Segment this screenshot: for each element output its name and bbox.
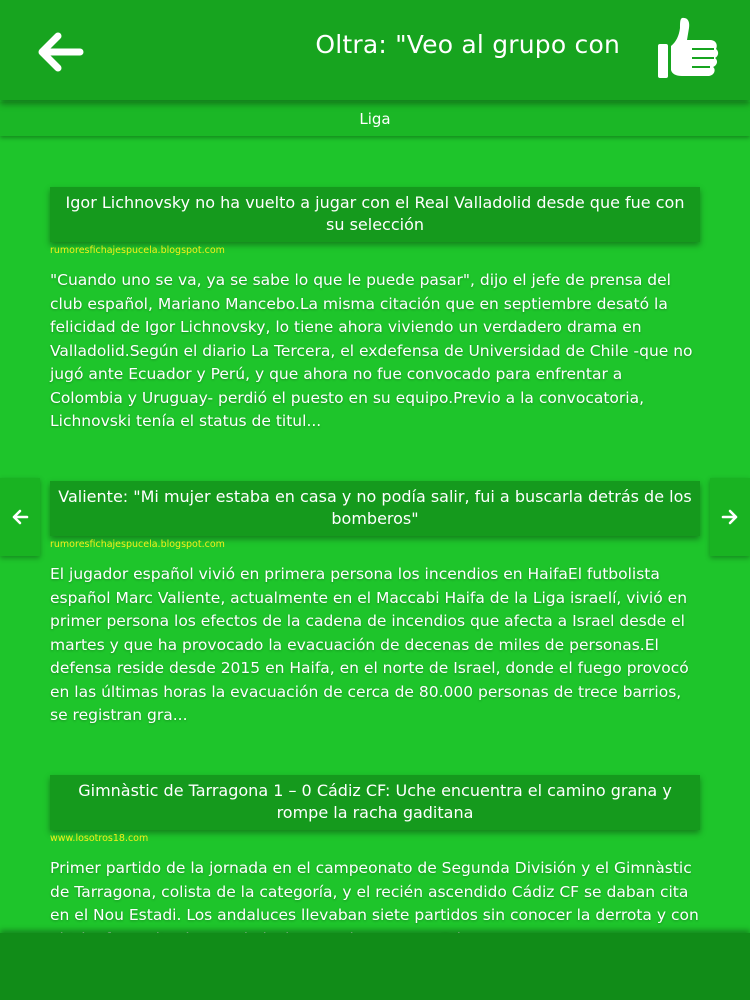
article-source[interactable]: rumoresfichajespucela.blogspot.com xyxy=(50,539,225,550)
article-source[interactable]: rumoresfichajespucela.blogspot.com xyxy=(50,245,225,256)
article-body: Primer partido de la jornada en el campeonato de Segunda División y el Gimnàstic de Tarragona, colista de la categoría, y el recién ascendido Cádiz CF se daban cita en el Nou Estadi. Los andaluces llevaban siete partidos sin conocer la derrota y con xyxy=(50,859,699,924)
like-button[interactable] xyxy=(652,14,722,86)
category-label: Liga xyxy=(359,110,391,128)
next-article-button[interactable] xyxy=(710,478,750,556)
previous-article-button[interactable] xyxy=(0,478,40,556)
back-button[interactable] xyxy=(32,24,88,80)
category-bar xyxy=(0,102,750,136)
article-title[interactable]: Igor Lichnovsky no ha vuelto a jugar con el Real Valladolid desde que fue con su selección xyxy=(50,187,700,242)
arrow-left-icon xyxy=(32,24,88,80)
top-bar xyxy=(0,0,750,100)
article-body: "Cuando uno se va, ya se sabe lo que le puede pasar", dijo el jefe de prensa del club español, Mariano Mancebo.La misma citación que en septiembre desató la felicidad de Igor Lichnovsky, lo tiene ahora viviendo un verdadero drama en Valladolid.Según el diario La Tercera, el exdefensa de Universidad de Chile -que no jugó ante Ecuador y Perú, y que ahora no fue convocado para enfrentar a Colombia y Uruguay- perdió el puesto en su equipo.Previo a la convocatoria, Lichnovski tenía el status de titul... xyxy=(50,271,693,430)
article-title[interactable]: Gimnàstic de Tarragona 1 – 0 Cádiz CF: Uche encuentra el camino grana y rompe la racha gaditana xyxy=(50,775,700,830)
news-feed[interactable] xyxy=(0,136,750,933)
page-title: Oltra: "Veo al grupo con xyxy=(315,30,620,59)
article-source[interactable]: www.losotros18.com xyxy=(50,833,149,844)
article-body: El jugador español vivió en primera persona los incendios en HaifaEl futbolista español Marc Valiente, actualmente en el Maccabi Haifa de la Liga israelí, vivió en primer persona los efectos de la cadena de incendios que afecta a Israel desde el martes y que ha provocado la evacuación de decenas de miles de personas.El defensa reside desde 2015 en Haifa, en el norte de Israel, donde el fuego provocó en las últimas horas la evacuación de cerca de 80.000 personas de trece barrios, se registran gra... xyxy=(50,565,689,724)
bottom-bar xyxy=(0,933,750,1000)
thumbs-up-icon xyxy=(652,14,722,86)
news-article[interactable] xyxy=(50,775,700,951)
news-article[interactable] xyxy=(50,187,700,434)
article-title[interactable]: Valiente: "Mi mujer estaba en casa y no podía salir, fui a buscarla detrás de los bomberos" xyxy=(50,481,700,536)
news-article[interactable] xyxy=(50,481,700,728)
arrow-right-icon xyxy=(721,508,739,526)
arrow-left-icon xyxy=(11,508,29,526)
